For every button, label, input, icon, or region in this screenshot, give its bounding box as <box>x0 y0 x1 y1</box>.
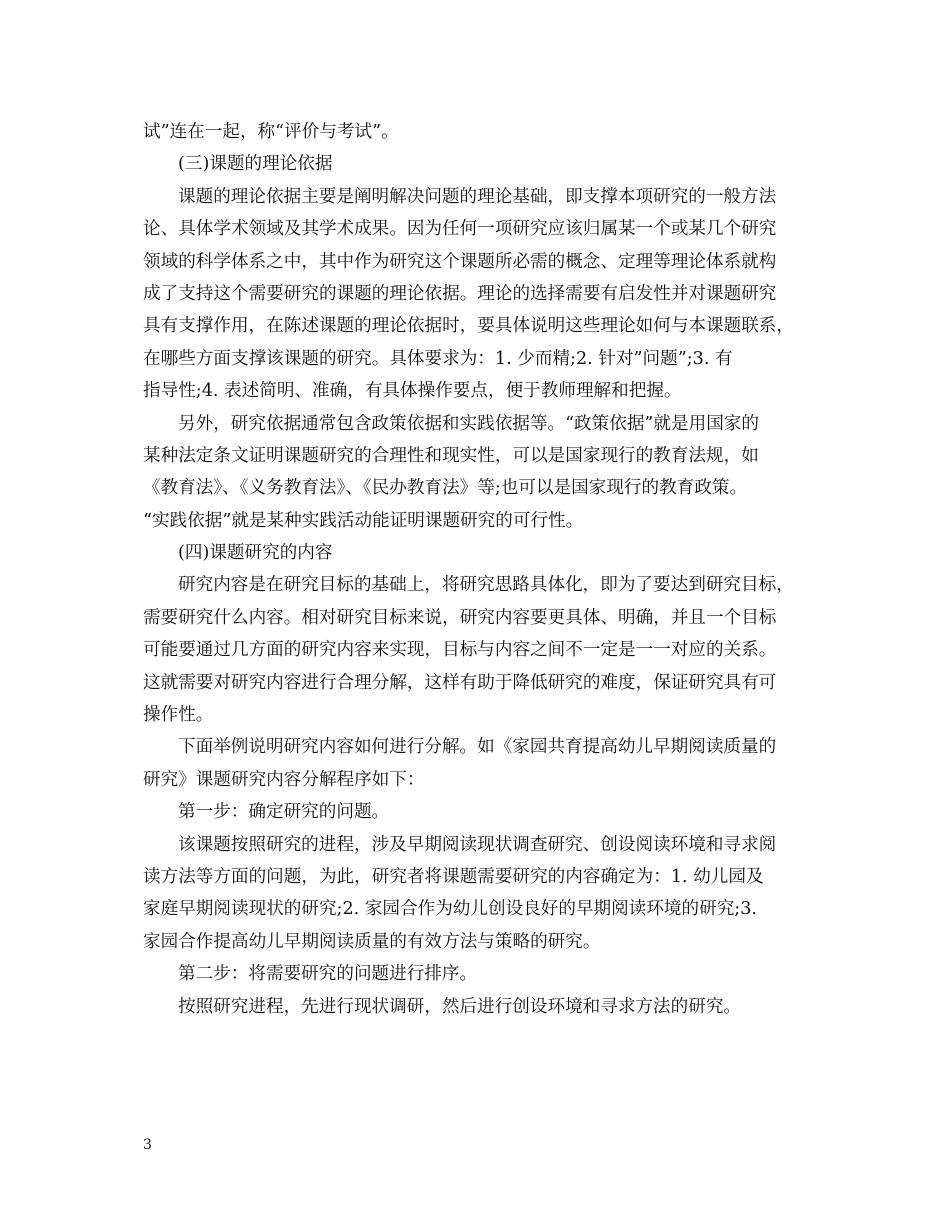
text-line: 某种法定条文证明课题研究的合理性和现实性，可以是国家现行的教育法规，如 <box>143 445 759 466</box>
text-line: 成了支持这个需要研究的课题的理论依据。理论的选择需要有启发性并对课题研究 <box>143 283 777 304</box>
text-line: 研究内容是在研究目标的基础上，将研究思路具体化，即为了要达到研究目标， <box>178 575 794 596</box>
text-line: 读方法等方面的问题，为此，研究者将课题需要研究的内容确定为：1. 幼儿园及 <box>143 866 764 887</box>
text-line: 另外，研究依据通常包含政策依据和实践依据等。“政策依据”就是用国家的 <box>178 413 759 434</box>
text-line: 指导性;4. 表述简明、准确，有具体操作要点，便于教师理解和把握。 <box>143 381 682 402</box>
text-line: 领域的科学体系之中，其中作为研究这个课题所必需的概念、定理等理论体系就构 <box>143 251 777 272</box>
text-line: 按照研究进程，先进行现状调研，然后进行创设环境和寻求方法的研究。 <box>178 996 742 1017</box>
text-line: 在哪些方面支撑该课题的研究。具体要求为：1. 少而精;2. 针对”问题”;3. 有 <box>143 348 733 369</box>
text-line: 研究》课题研究内容分解程序如下： <box>143 769 425 790</box>
text-line: 具有支撑作用，在陈述课题的理论依据时，要具体说明这些理论如何与本课题联系， <box>143 316 794 337</box>
text-line: 《教育法》、《义务教育法》、《民办教育法》等;也可以是国家现行的教育政策。 <box>143 478 748 499</box>
text-line: 家庭早期阅读现状的研究;2. 家园合作为幼儿创设良好的早期阅读环境的研究;3. <box>143 899 758 920</box>
body-text <box>143 116 811 1023</box>
text-line: (四)课题研究的内容 <box>178 543 333 564</box>
text-line: 课题的理论依据主要是阐明解决问题的理论基础，即支撑本项研究的一般方法 <box>178 186 777 207</box>
text-line: 家园合作提高幼儿早期阅读质量的有效方法与策略的研究。 <box>143 931 601 952</box>
text-line: 这就需要对研究内容进行合理分解，这样有助于降低研究的难度，保证研究具有可 <box>143 672 777 693</box>
text-line: 第一步：确定研究的问题。 <box>178 802 390 823</box>
text-line: 论、具体学术领域及其学术成果。因为任何一项研究应该归属某一个或某几个研究 <box>143 219 777 240</box>
text-line: 操作性。 <box>143 705 214 726</box>
page-number: 3 <box>143 1137 152 1153</box>
text-line: 需要研究什么内容。相对研究目标来说，研究内容要更具体、明确，并且一个目标 <box>143 607 777 628</box>
text-line: 该课题按照研究的进程，涉及早期阅读现状调查研究、创设阅读环境和寻求阅 <box>178 834 777 855</box>
text-line: 第二步：将需要研究的问题进行排序。 <box>178 964 478 985</box>
text-line: (三)课题的理论依据 <box>178 154 333 175</box>
text-line: 可能要通过几方面的研究内容来实现，目标与内容之间不一定是一一对应的关系。 <box>143 640 777 661</box>
text-line: 下面举例说明研究内容如何进行分解。如《家园共育提高幼儿早期阅读质量的 <box>178 737 777 758</box>
text-line: 试”连在一起，称“评价与考试”。 <box>143 122 399 142</box>
text-line: “实践依据”就是某种实践活动能证明课题研究的可行性。 <box>143 510 584 531</box>
